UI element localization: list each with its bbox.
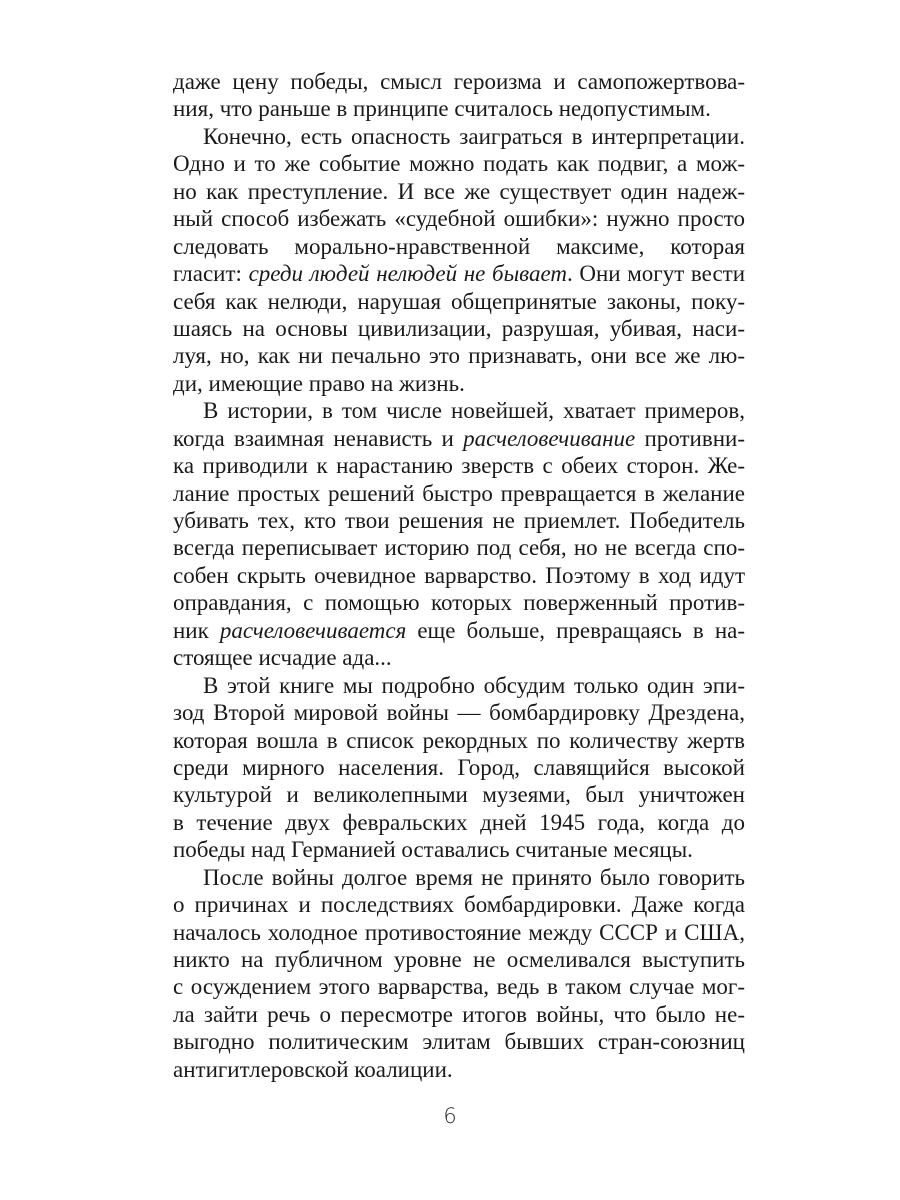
text-line xyxy=(173,260,745,287)
text-line xyxy=(173,205,745,232)
text-line xyxy=(173,891,745,918)
text-run: ка приводили к нарастанию зверств с обеих сторон. Же- xyxy=(173,453,745,479)
text-run: началось холодное противостояние между СССР и США, xyxy=(173,919,745,945)
text-line xyxy=(173,727,745,754)
paragraph xyxy=(173,864,745,1084)
text-line xyxy=(173,864,745,891)
text-run: ла зайти речь о пересмотре итогов войны, что было не- xyxy=(173,1001,745,1027)
text-run: шаясь на основы цивилизации, разрушая, убивая, наси- xyxy=(173,315,745,341)
text-line xyxy=(173,233,745,260)
text-line xyxy=(173,534,745,561)
text-run: луя, но, как ни печально это признавать, они все же лю- xyxy=(173,343,745,369)
text-line xyxy=(173,754,745,781)
text-line xyxy=(173,315,745,342)
text-run: которая вошла в список рекордных по количеству жертв xyxy=(173,727,745,753)
text-line xyxy=(173,589,745,616)
text-line xyxy=(173,672,745,699)
text-line xyxy=(173,370,745,397)
page-number: 6 xyxy=(443,1104,457,1128)
paragraph xyxy=(173,672,745,864)
text-line xyxy=(173,699,745,726)
text-run: собен скрыть очевидное варварство. Поэтому в ход идут xyxy=(173,562,745,588)
text-run: ный способ избежать «судебной ошибки»: нужно просто xyxy=(173,206,745,232)
text-run: среди мирного населения. Город, славящийся высокой xyxy=(173,754,745,780)
text-run: зод Второй мировой войны — бомбардировку Дрездена, xyxy=(173,700,745,726)
text-run: противни- xyxy=(635,425,745,451)
text-line xyxy=(173,1001,745,1028)
text-line xyxy=(173,425,745,452)
text-run: ник xyxy=(173,617,220,643)
text-line xyxy=(173,288,745,315)
text-line xyxy=(173,644,745,671)
text-line xyxy=(173,342,745,369)
text-line xyxy=(173,452,745,479)
text-run: убивать тех, кто твои решения не приемлет. Победитель xyxy=(173,508,745,533)
text-line xyxy=(173,507,745,534)
text-run: следовать морально-нравственной максиме, которая xyxy=(173,233,745,259)
text-run: победы над Германией оставались считаные месяцы. xyxy=(173,837,693,863)
text-run: стоящее исчадие ада... xyxy=(173,645,392,671)
text-line xyxy=(173,809,745,836)
text-run: никто на публичном уровне не осмеливался выступить xyxy=(173,947,745,972)
italic-phrase: расчеловечивается xyxy=(219,617,407,643)
text-run: Одно и то же событие можно подать как подвиг, а мож- xyxy=(173,151,745,177)
text-run: выгодно политическим элитам бывших стран-союзниц xyxy=(173,1029,745,1055)
text-line xyxy=(173,480,745,507)
italic-phrase: расчеловечивание xyxy=(463,425,636,451)
text-line xyxy=(173,973,745,1000)
text-line xyxy=(173,95,745,122)
text-line xyxy=(173,1056,745,1083)
text-line xyxy=(173,150,745,177)
text-run: ди, имеющие право на жизнь. xyxy=(173,370,465,396)
text-run: о причинах и последствиях бомбардировки. Даже когда xyxy=(173,892,745,918)
text-line xyxy=(173,617,745,644)
text-line xyxy=(173,178,745,205)
text-run: . Они могут вести xyxy=(567,261,746,287)
text-run: себя как нелюди, нарушая общепринятые законы, поку- xyxy=(173,288,745,314)
paragraph xyxy=(173,397,745,671)
text-run: антигитлеровской коалиции. xyxy=(173,1056,453,1082)
text-run: В этой книге мы подробно обсудим только один эпи- xyxy=(203,672,745,698)
text-run: После войны долгое время не принято было говорить xyxy=(203,864,745,890)
paragraph xyxy=(173,68,745,123)
text-line xyxy=(173,123,745,150)
text-line xyxy=(173,836,745,863)
text-run: лание простых решений быстро превращается в желание xyxy=(173,480,745,506)
text-run: культурой и великолепными музеями, был уничтожен xyxy=(173,782,745,808)
text-line xyxy=(173,1028,745,1055)
text-run: гласит: xyxy=(173,261,249,287)
text-run: ния, что раньше в принципе считалось недопустимым. xyxy=(173,96,711,122)
text-line xyxy=(173,68,745,95)
text-run: Конечно, есть опасность заиграться в интерпретации. xyxy=(203,123,745,149)
text-run: В истории, в том числе новейшей, хватает примеров, xyxy=(203,398,745,424)
text-line xyxy=(173,781,745,808)
text-run: даже цену победы, смысл героизма и самопожертвова- xyxy=(173,69,745,94)
text-line xyxy=(173,562,745,589)
text-run: когда взаимная ненависть и xyxy=(173,425,464,451)
text-run: еще больше, превращаясь в на- xyxy=(406,617,745,643)
paragraph xyxy=(173,123,745,397)
italic-phrase: среди людей нелюдей не бывает xyxy=(248,261,567,287)
text-run: с осуждением этого варварства, ведь в таком случае мог- xyxy=(173,974,745,1000)
text-run: в течение двух февральских дней 1945 года, когда до xyxy=(173,809,745,835)
page-text xyxy=(173,68,745,1083)
text-run: оправдания, с помощью которых поверженный против- xyxy=(173,590,745,616)
text-line xyxy=(173,919,745,946)
text-line xyxy=(173,397,745,424)
text-line xyxy=(173,946,745,973)
text-run: но как преступление. И все же существует один надеж- xyxy=(173,178,745,204)
text-run: всегда переписывает историю под себя, но не всегда спо- xyxy=(173,535,745,561)
